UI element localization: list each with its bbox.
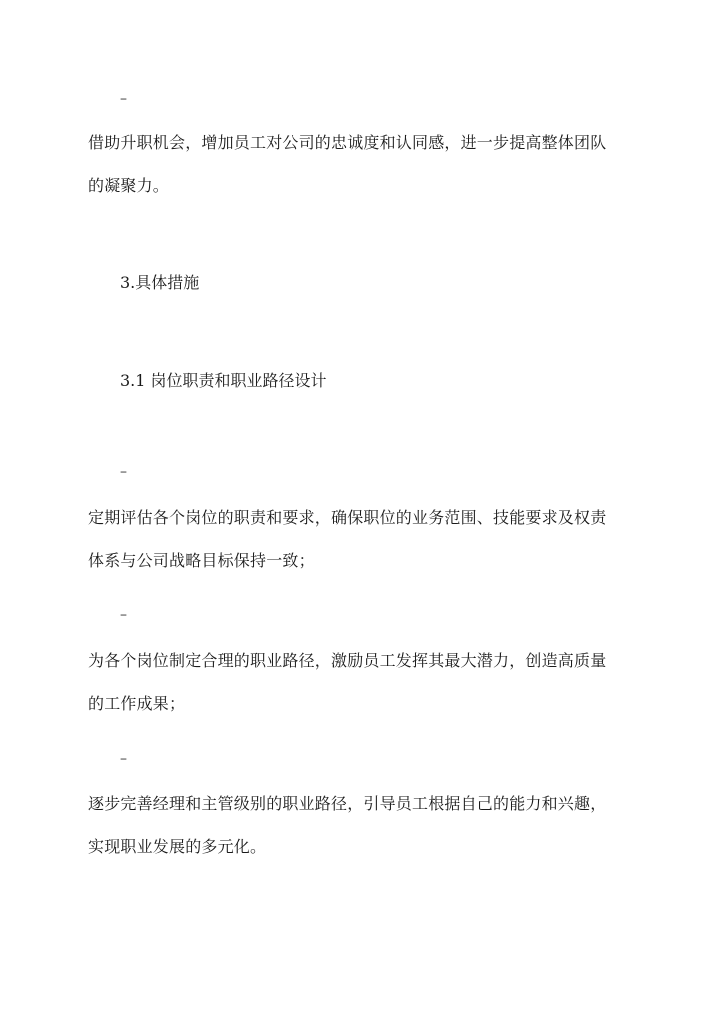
subsection-heading: 3.1 岗位职责和职业路径设计 (120, 371, 327, 390)
paragraph-line: 的凝聚力。 (88, 176, 170, 195)
paragraph-line: 体系与公司战略目标保持一致； (88, 551, 315, 570)
paragraph-line: 为各个岗位制定合理的职业路径，激励员工发挥其最大潜力，创造高质量 (88, 651, 607, 670)
paragraph-line: 实现职业发展的多元化。 (88, 837, 267, 856)
paragraph-line: 的工作成果； (88, 694, 186, 713)
paragraph-line: 定期评估各个岗位的职责和要求，确保职位的业务范围、技能要求及权责 (88, 508, 607, 527)
list-dash: – (120, 607, 127, 623)
paragraph-line: 借助升职机会，增加员工对公司的忠诚度和认同感，进一步提高整体团队 (88, 133, 607, 152)
section-heading: 3.具体措施 (120, 273, 200, 292)
list-dash: – (120, 464, 127, 480)
paragraph-line: 逐步完善经理和主管级别的职业路径，引导员工根据自己的能力和兴趣， (88, 794, 607, 813)
list-dash: – (120, 751, 127, 767)
list-dash: – (120, 91, 127, 107)
